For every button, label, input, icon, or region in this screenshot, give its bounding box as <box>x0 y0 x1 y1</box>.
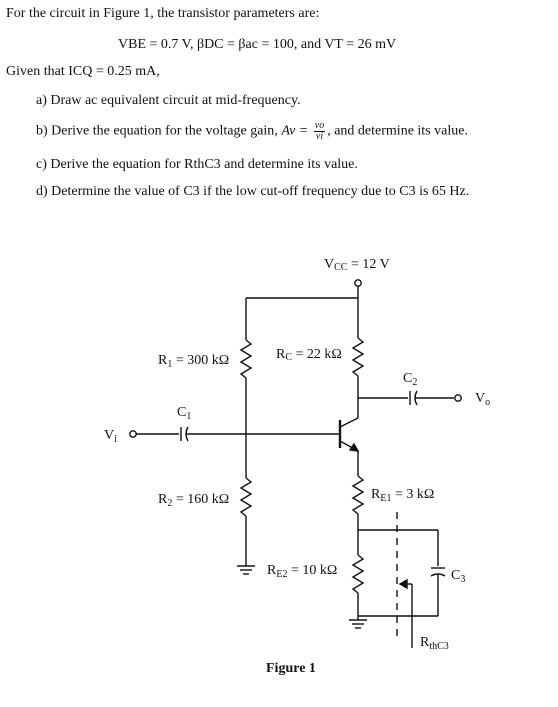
rthc3-label: $R_{thC3}$ <box>420 635 449 652</box>
re1-label: $R_{E1} = 3$ kΩ <box>371 487 435 504</box>
item-a: a) Draw ac equivalent circuit at mid-frequency. <box>36 93 301 108</box>
item-c: c) Derive the equation for RthC3 and determine its value. <box>36 157 358 172</box>
c1-label: $C_1$ <box>177 405 192 422</box>
c2-label: $C_2$ <box>403 371 418 388</box>
item-d: d) Determine the value of C3 if the low cut-off frequency due to C3 is 65 Hz. <box>36 184 470 199</box>
item-b-pre: b) Derive the equation for the voltage gain, <box>36 123 282 139</box>
rc-label: RC = 22 kΩ <box>276 347 342 363</box>
r2-resistor <box>241 478 251 516</box>
re2-label: $R_{E2} = 10$ kΩ <box>267 563 338 580</box>
vcc-terminal <box>355 280 361 286</box>
transistor-params: VBE = 0.7 V, βDC = βac = 100, and VT = 26 mV <box>118 37 397 52</box>
vcc-label: VCC = 12 V <box>324 257 390 273</box>
vi-terminal <box>130 431 136 437</box>
gain-denominator: vi <box>315 131 324 142</box>
r1-resistor <box>241 340 251 378</box>
vo-label: $V_o$ <box>475 391 491 408</box>
problem-intro: For the circuit in Figure 1, the transistor parameters are: <box>6 6 320 21</box>
ground-emitter <box>349 616 367 628</box>
rc-resistor <box>353 338 363 376</box>
gain-numerator: vo <box>314 120 325 131</box>
item-b-post: , and determine its value. <box>327 123 468 139</box>
npn-transistor <box>340 418 358 451</box>
re1-resistor <box>353 476 363 514</box>
vo-terminal <box>455 395 461 401</box>
r2-label: $R_2 = 160$ kΩ <box>158 492 230 509</box>
figure-caption: Figure 1 <box>266 661 316 676</box>
vi-label: $V_i$ <box>104 428 117 445</box>
r1-label: $R_1 = 300$ kΩ <box>158 353 230 370</box>
re2-resistor <box>353 555 363 593</box>
c3-label: $C_3$ <box>451 568 466 585</box>
given-icq: Given that ICQ = 0.25 mA, <box>6 64 160 79</box>
ground-r2 <box>237 566 255 574</box>
rthc3-arrow <box>400 580 412 648</box>
item-b-av: Av = <box>281 123 309 139</box>
